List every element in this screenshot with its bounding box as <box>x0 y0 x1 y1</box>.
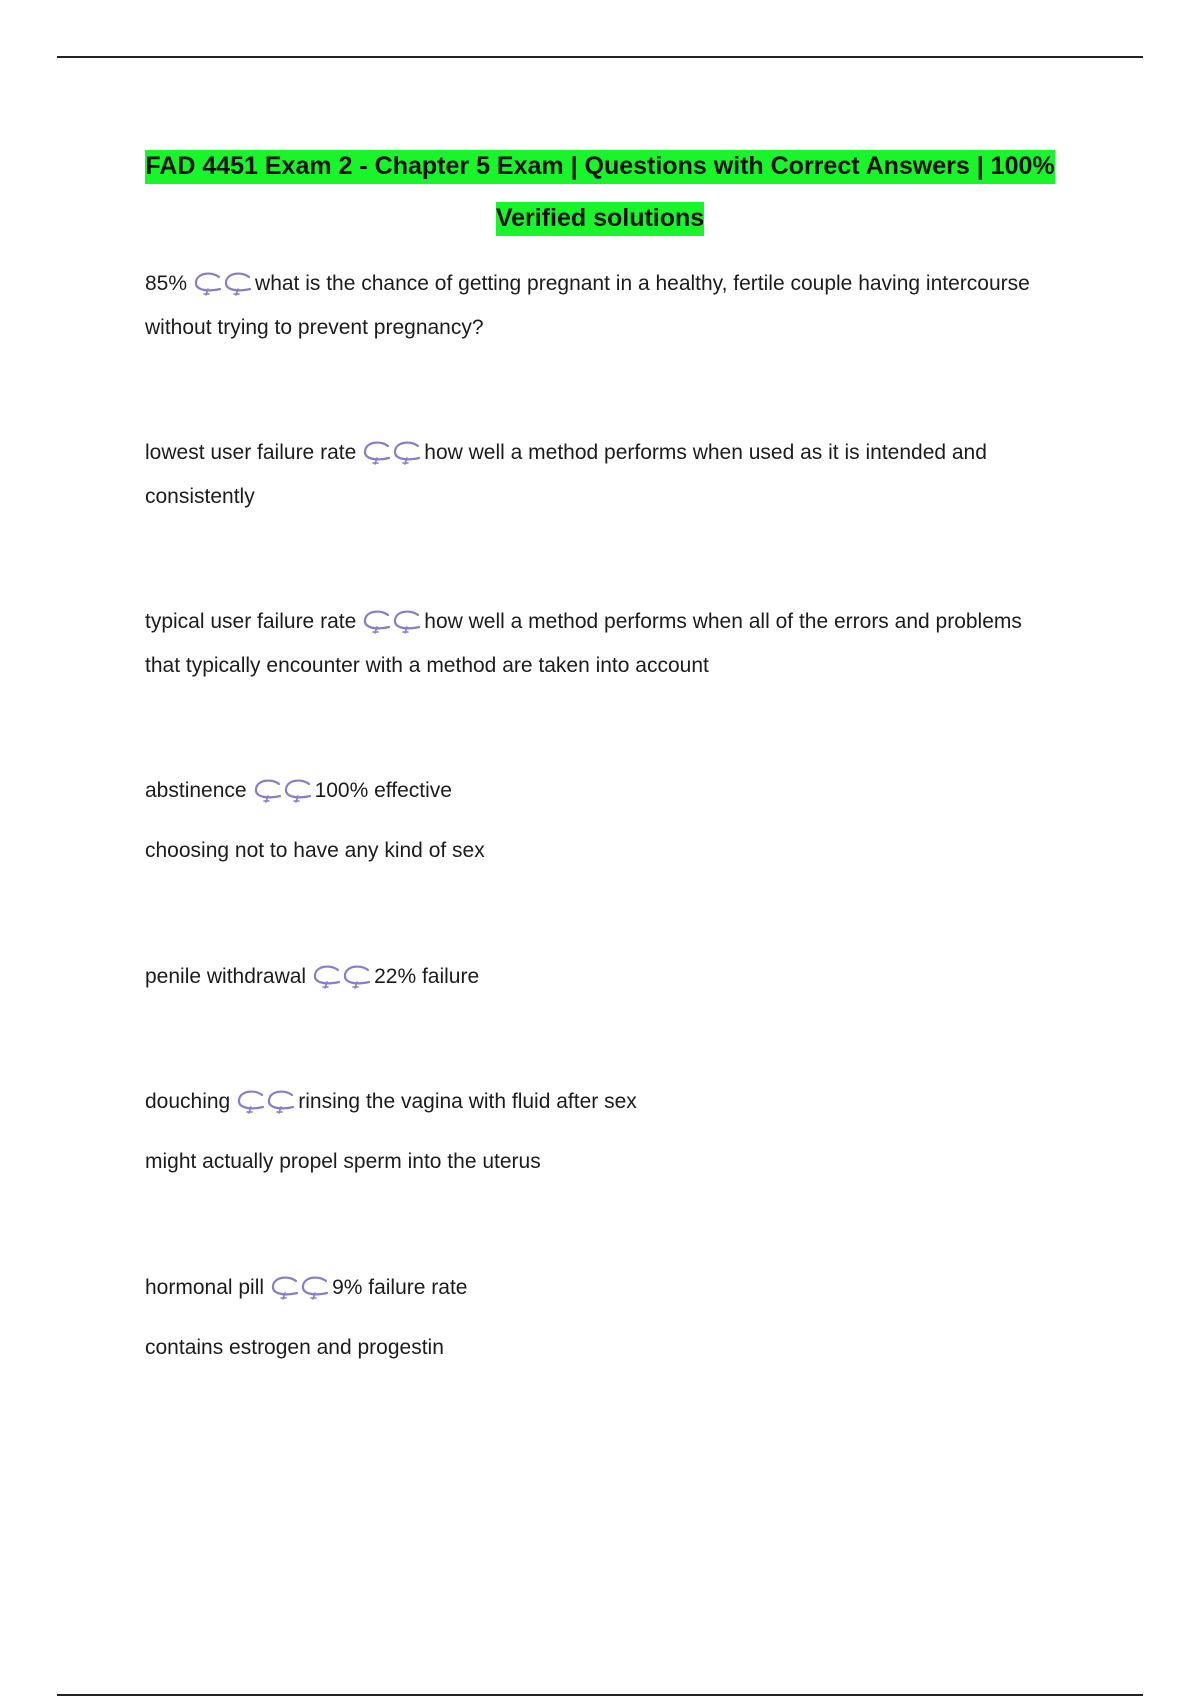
entry-continuation: contains estrogen and progestin <box>145 1336 444 1359</box>
entry-definition: how well a method performs when used as it is intended and <box>424 441 987 464</box>
double-curl-arrow-icon <box>360 438 422 466</box>
document-title <box>120 140 1080 244</box>
entry-term: abstinence <box>145 779 247 802</box>
entry-term: penile withdrawal <box>145 965 307 988</box>
entry-definition: rinsing the vagina with fluid after sex <box>298 1090 637 1113</box>
entry-term: lowest user failure rate <box>145 441 357 464</box>
qa-entry <box>145 431 1095 519</box>
entry-term: douching <box>145 1090 231 1113</box>
double-curl-arrow-icon <box>251 776 313 804</box>
title-line-1: FAD 4451 Exam 2 - Chapter 5 Exam | Questions with Correct Answers | 100% <box>145 150 1054 184</box>
qa-entry <box>145 1080 1095 1184</box>
entry-continuation: that typically encounter with a method are taken into account <box>145 654 709 677</box>
double-curl-arrow-icon <box>234 1087 296 1115</box>
double-curl-arrow-icon <box>310 962 372 990</box>
entry-definition: 22% failure <box>374 965 480 988</box>
qa-entry <box>145 262 1095 350</box>
entry-term: hormonal pill <box>145 1276 265 1299</box>
entry-term: 85% <box>145 272 188 295</box>
entry-definition: 9% failure rate <box>332 1276 468 1299</box>
entry-definition: what is the chance of getting pregnant in a healthy, fertile couple having intercourse <box>255 272 1030 295</box>
double-curl-arrow-icon <box>360 607 422 635</box>
entry-continuation: choosing not to have any kind of sex <box>145 839 485 862</box>
qa-entry <box>145 769 1095 873</box>
qa-entry <box>145 600 1095 688</box>
title-line-2: Verified solutions <box>496 202 704 236</box>
entry-definition: 100% effective <box>314 779 452 802</box>
top-rule <box>57 56 1143 58</box>
entry-continuation: might actually propel sperm into the uterus <box>145 1150 541 1173</box>
double-curl-arrow-icon <box>191 269 253 297</box>
double-curl-arrow-icon <box>268 1273 330 1301</box>
qa-entry <box>145 955 1095 999</box>
entry-definition: how well a method performs when all of the errors and problems <box>424 610 1022 633</box>
bottom-rule <box>57 1694 1143 1696</box>
entry-continuation: consistently <box>145 485 255 508</box>
qa-entry <box>145 1266 1095 1370</box>
entry-term: typical user failure rate <box>145 610 357 633</box>
entry-continuation: without trying to prevent pregnancy? <box>145 316 484 339</box>
